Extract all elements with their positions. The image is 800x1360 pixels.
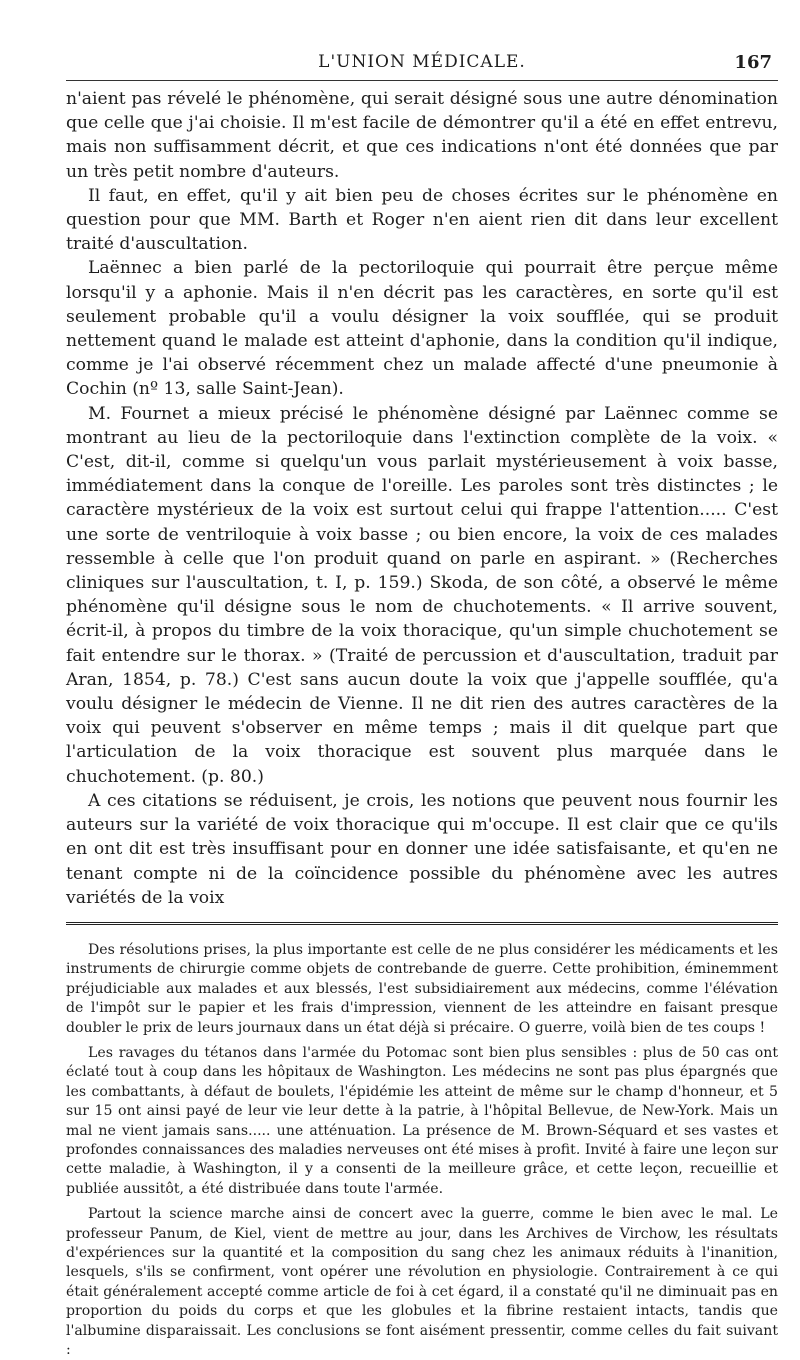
feuilleton-paragraph: Des résolutions prises, la plus importante est celle de ne plus considérer les médicaments et les instruments de chirurgie comme objets de contrebande de guerre. Cette prohibition, éminemment préjudiciable aux malades et aux blessés, l'est subsidiairement aux médecins, comme l'élévation de l'impôt sur le papier et les frais d'impression, viennent de les atteindre en faisant presque doubler le prix de leurs journaux dans un état déjà si précaire. O guerre, voilà bien de tes coups ! — [66, 941, 778, 1036]
feuilleton-paragraph: Partout la science marche ainsi de concert avec la guerre, comme le bien avec le mal. Le professeur Panum, de Kiel, vient de mettre au jour, dans les Archives de Virchow, les résultats d'expériences sur la quantité et la composition du sang chez les animaux réduits à l'inanition, lesquels, s'ils se confirment, vont opérer une révolution en physiologie. Contrairement à ce qui était généralement accepté comme article de foi à cet égard, il a constaté qu'il ne diminuait pas en proportion du poids du corps et que les globules et la fibrine restaient intacts, tandis que l'albumine disparaissait. Les conclusions se font aisément pressentir, comme celles du fait suivant : — [66, 1206, 778, 1359]
paragraph: n'aient pas révelé le phénomène, qui serait désigné sous une autre dénomination que celle que j'ai choisie. Il m'est facile de démontrer qu'il a été en effet entrevu, mais non suffisamment décrit, et que ces indications n'ont été données que par un très petit nombre d'auteurs. — [66, 89, 778, 182]
running-title: L'UNION MÉDICALE. — [318, 52, 526, 72]
feuilleton-paragraph: Les ravages du tétanos dans l'armée du Potomac sont bien plus sensibles : plus de 50 cas ont éclaté tout à coup dans les hôpitaux de Washington. Les médecins ne sont pas plus épargnés que les combattants, à défaut de boulets, l'épidémie les atteint de même sur le champ d'honneur, et 5 sur 15 ont ainsi payé de leur vie leur dette à la patrie, à l'hôpital Bellevue, de New-York. Mais un mal ne vient jamais sans..... une atténuation. La présence de M. Brown-Séquard et ses vastes et profondes connaissances des maladies nerveuses ont été mises à profit. Invité à faire une leçon sur cette maladie, à Washington, il y a consenti de la meilleure grâce, et cette leçon, recueillie et publiée aussitôt, a été distribuée dans toute l'armée. — [66, 1044, 778, 1197]
paragraph: M. Fournet a mieux précisé le phénomène désigné par Laënnec comme se montrant au lieu de la pectoriloquie dans l'extinction complète de la voix. « C'est, dit-il, comme si quelqu'un vous parlait mystérieusement à voix basse, immédiatement dans la conque de l'oreille. Les paroles sont très distinctes ; le caractère mystérieux de la voix est surtout celui qui frappe l'attention..... C'est une sorte de ventriloquie à voix basse ; ou bien encore, la voix de ces malades ressemble à celle que l'on produit quand on parle en aspirant. » (Recherches cliniques sur l'auscultation, t. I, p. 159.) Skoda, de son côté, a observé le même phénomène qu'il désigne sous le nom de chuchotements. « Il arrive souvent, écrit-il, à propos du timbre de la voix thoracique, qu'un simple chuchotement se fait entendre sur le thorax. » (Traité de percussion et d'auscultation, traduit par Aran, 1854, p. 78.) C'est sans aucun doute la voix que j'appelle soufflée, qu'a voulu désigner le médecin de Vienne. Il ne dit rien des autres caractères de la voix qui peuvent s'observer en même temps ; mais il dit quelque part que l'articulation de la voix thoracique est souvent plus marquée dans le chuchotement. (p. 80.) — [66, 403, 778, 787]
main-text — [66, 87, 778, 910]
feuilleton-divider — [66, 922, 778, 925]
paragraph: A ces citations se réduisent, je crois, les notions que peuvent nous fournir les auteurs sur la variété de voix thoracique qui m'occupe. Il est clair que ce qu'ils en ont dit est très insuffisant pour en donner une idée satisfaisante, et qu'en ne tenant compte ni de la coïncidence possible du phénomène avec les autres variétés de la voix — [66, 790, 778, 908]
page-number: 167 — [734, 52, 772, 73]
feuilleton-section — [66, 941, 778, 1360]
paragraph: Laënnec a bien parlé de la pectoriloquie qui pourrait être perçue même lorsqu'il y a aphonie. Mais il n'en décrit pas les caractères, en sorte qu'il est seulement probable qu'il a voulu désigner la voix soufflée, qui se produit nettement quand le malade est atteint d'aphonie, dans la condition qu'il indique, comme je l'ai observé récemment chez un malade affecté d'une pneumonie à Cochin (nº 13, salle Saint-Jean). — [66, 258, 778, 400]
page-header — [66, 44, 778, 81]
paragraph: Il faut, en effet, qu'il y ait bien peu de choses écrites sur le phénomène en question pour que MM. Barth et Roger n'en aient rien dit dans leur excellent traité d'auscultation. — [66, 185, 778, 255]
